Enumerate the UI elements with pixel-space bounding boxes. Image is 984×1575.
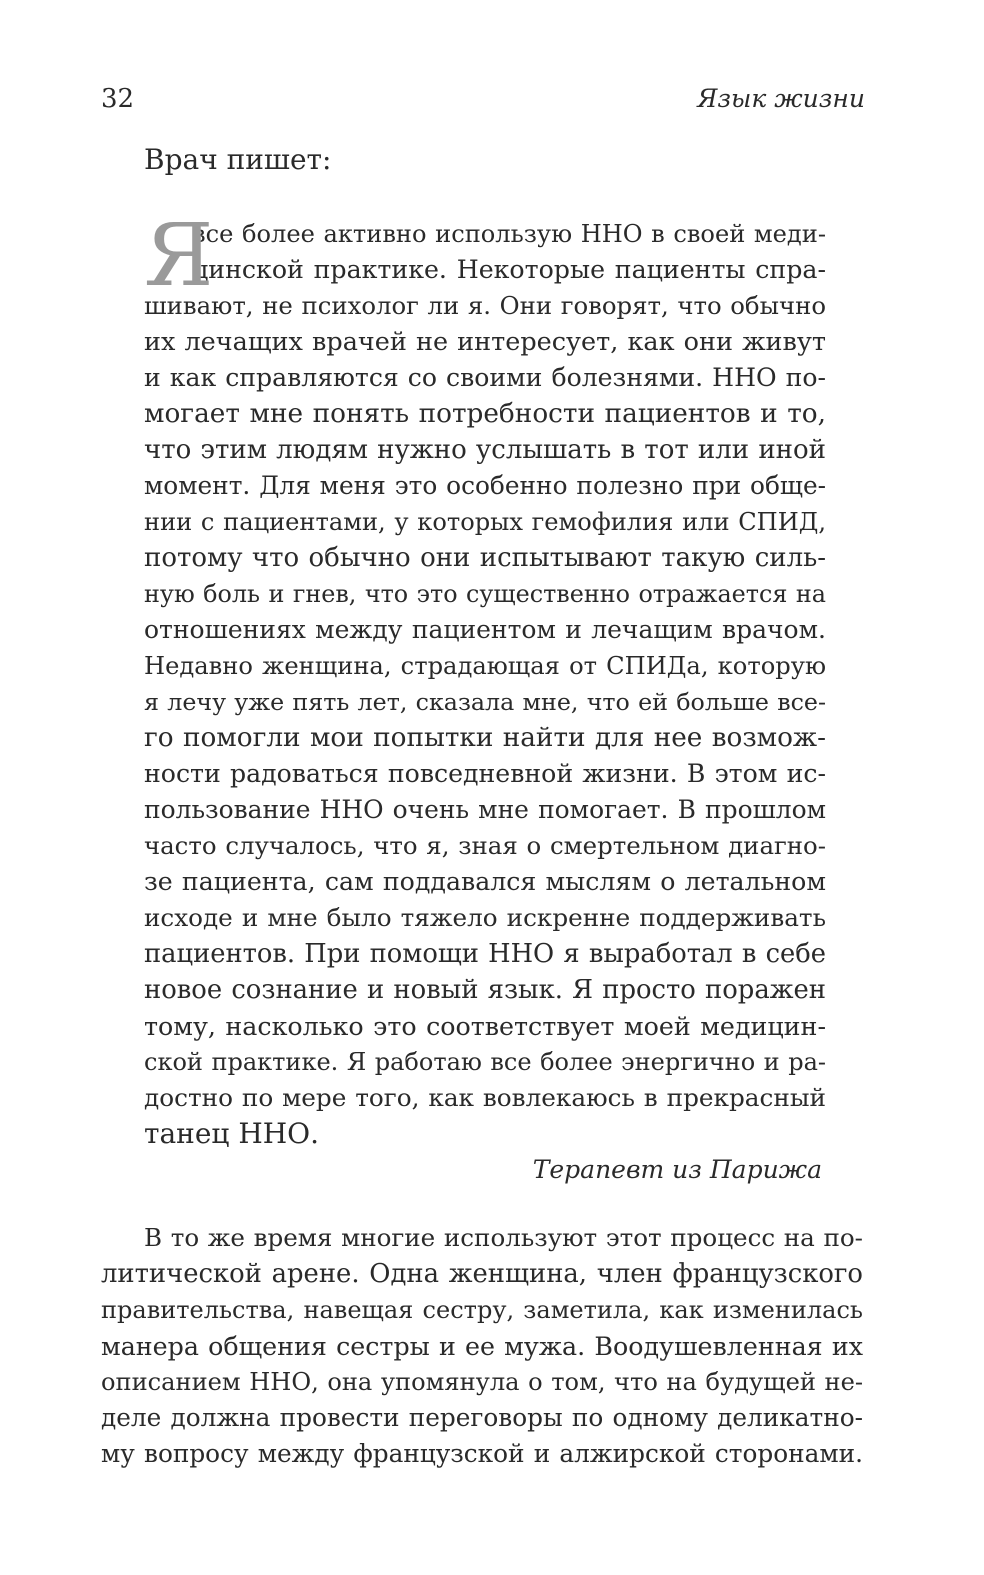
body-line: В то же время многие используют этот процесс на по-: [144, 1223, 863, 1252]
running-title: Язык жизни: [697, 84, 865, 113]
lead-sentence: Врач пишет:: [144, 143, 332, 176]
body-line: литической арене. Одна женщина, член французского: [101, 1259, 863, 1289]
quote-block: [144, 206, 826, 1152]
quote-line: их лечащих врачей не интересует, как они живут: [144, 327, 826, 357]
quote-line: нии с пациентами, у которых гемофилия или СПИД,: [144, 508, 826, 536]
quote-line: достно по мере того, как вовлекаюсь в прекрасный: [144, 1083, 826, 1112]
quote-line: что этим людям нужно услышать в тот или иной: [144, 435, 826, 465]
page-number: 32: [101, 84, 135, 114]
body-paragraph: [101, 1220, 863, 1472]
quote-line: момент. Для меня это особенно полезно при обще-: [144, 471, 826, 500]
quote-line: зе пациента, сам поддавался мыслям о летальном: [144, 867, 826, 896]
quote-line: го помогли мои попытки найти для нее возмож-: [144, 723, 826, 753]
quote-line: отношениях между пациентом и лечащим врачом.: [144, 615, 826, 644]
quote-line: я лечу уже пять лет, сказала мне, что ей больше все-: [144, 688, 826, 716]
quote-line: танец ННО.: [144, 1117, 320, 1150]
quote-line: новое сознание и новый язык. Я просто поражен: [144, 975, 826, 1005]
quote-line: пользование ННО очень мне помогает. В прошлом: [144, 795, 826, 824]
body-line: правительства, навещая сестру, заметила, как изменилась: [101, 1296, 863, 1324]
quote-attribution: Терапевт из Парижа: [532, 1155, 822, 1184]
quote-line: цинской практике. Некоторые пациенты спра-: [192, 255, 826, 284]
drop-cap: Я: [144, 206, 214, 306]
quote-line: ской практике. Я работаю все более энергично и ра-: [144, 1048, 826, 1076]
quote-line: исходе и мне было тяжело искренне поддерживать: [144, 903, 826, 932]
quote-line: часто случалось, что я, зная о смертельном диагно-: [144, 831, 826, 860]
body-line: описанием ННО, она упомянула о том, что на будущей не-: [101, 1368, 863, 1396]
quote-line: потому что обычно они испытывают такую силь-: [144, 543, 826, 573]
body-line: манера общения сестры и ее мужа. Воодушевленная их: [101, 1331, 863, 1361]
quote-line: ности радоваться повседневной жизни. В этом ис-: [144, 759, 826, 788]
body-line: му вопросу между французской и алжирской сторонами.: [101, 1439, 863, 1468]
quote-line: все более активно использую ННО в своей меди-: [192, 220, 826, 248]
quote-line: могает мне понять потребности пациентов и то,: [144, 399, 826, 429]
quote-line: ную боль и гнев, что это существенно отражается на: [144, 580, 826, 608]
quote-line: шивают, не психолог ли я. Они говорят, что обычно: [144, 291, 826, 320]
quote-line: тому, насколько это соответствует моей медицин-: [144, 1011, 826, 1041]
body-line: деле должна провести переговоры по одному деликатно-: [101, 1403, 863, 1432]
quote-line: пациентов. При помощи ННО я выработал в себе: [144, 939, 826, 969]
quote-line: и как справляются со своими болезнями. ННО по-: [144, 363, 826, 392]
quote-line: Недавно женщина, страдающая от СПИДа, которую: [144, 652, 826, 680]
